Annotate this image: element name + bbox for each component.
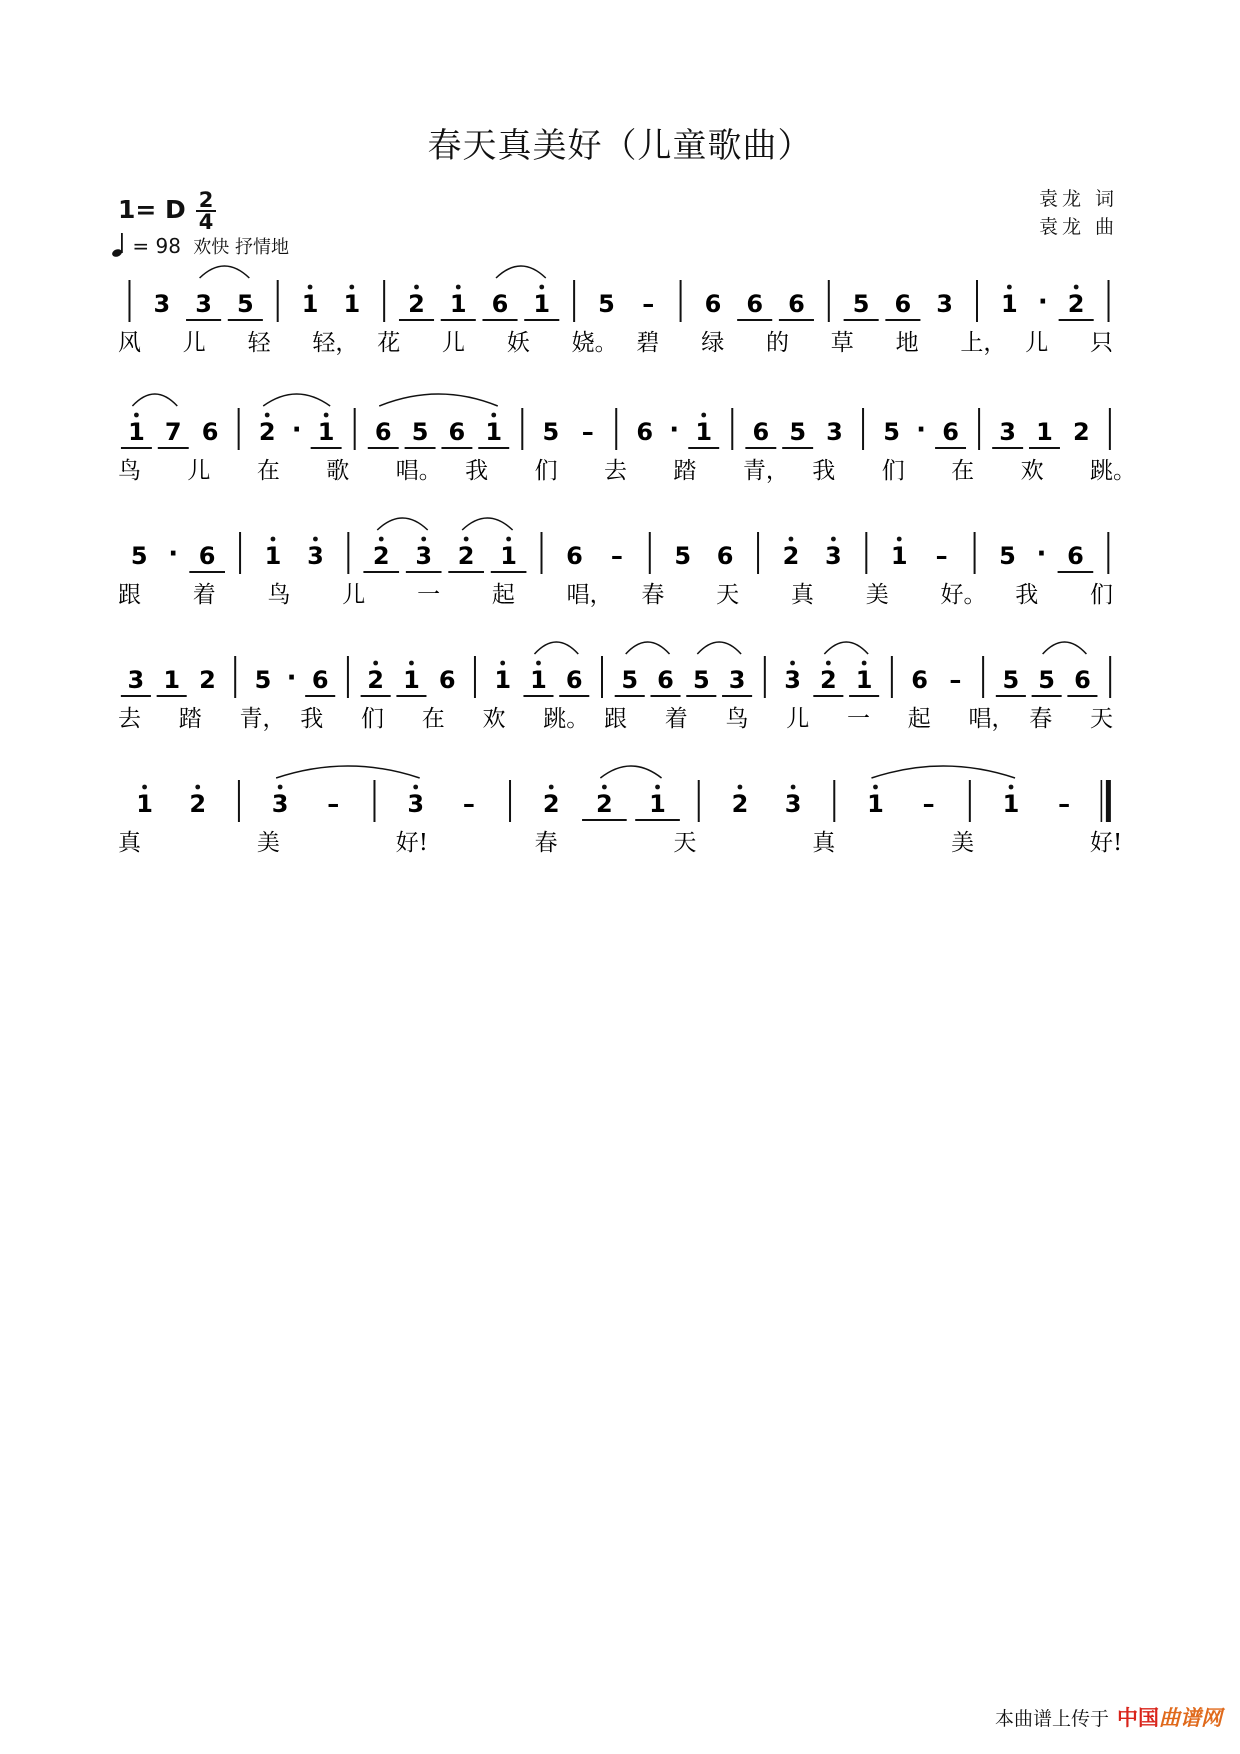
octave-dot (278, 785, 283, 790)
slur (496, 266, 546, 278)
dot-extension: · (669, 415, 680, 445)
note-digit: 2 (596, 790, 613, 818)
octave-dot (464, 537, 469, 542)
octave-dot (414, 285, 419, 290)
note-digit: 1 (494, 666, 512, 694)
note-digit: 6 (438, 666, 456, 694)
lyric-char: 天 (1090, 706, 1113, 732)
octave-dot (349, 285, 354, 290)
note-digit: 3 (825, 542, 842, 570)
octave-dot (1074, 285, 1079, 290)
dash-extension: – (610, 542, 623, 570)
octave-dot (506, 537, 511, 542)
slur (132, 394, 177, 406)
octave-dot (831, 537, 836, 542)
lyric-char: 一 (417, 582, 441, 608)
lyric-char: 跳。 (543, 706, 590, 732)
slur (534, 642, 578, 654)
slur (263, 394, 330, 406)
note-digit: 2 (372, 542, 390, 570)
tempo-text: 欢快 抒情地 (193, 237, 290, 258)
note-digit: 1 (485, 418, 503, 446)
octave-dot (142, 785, 147, 790)
octave-dot (409, 661, 414, 666)
note-digit: 6 (911, 666, 928, 694)
note-digit: 6 (566, 542, 583, 570)
octave-dot (602, 785, 607, 790)
note-digit: 2 (199, 666, 216, 694)
lyric-char: 们 (361, 706, 384, 732)
octave-dot (500, 661, 505, 666)
note-digit: 6 (716, 542, 734, 570)
slur (1043, 642, 1087, 654)
slur (379, 394, 498, 406)
lyric-char: 跟 (118, 582, 141, 608)
lyric-char: 春 (1029, 706, 1053, 732)
lyric-char: 青， (239, 706, 286, 732)
lyric-char: 好! (395, 830, 428, 856)
octave-dot (413, 785, 418, 790)
note-digit: 2 (258, 418, 276, 446)
lyric-char: 轻 (247, 330, 271, 356)
note-digit: 5 (692, 666, 710, 694)
note-digit: 1 (136, 790, 153, 818)
lyric-char: 鸟 (725, 706, 749, 732)
lyric-char: 轻， (312, 330, 359, 356)
lyric-char: 着 (664, 706, 688, 732)
lyric-char: 春 (641, 582, 665, 608)
slur (871, 766, 1015, 778)
lyric-char: 起 (491, 582, 515, 608)
note-digit: 6 (1067, 542, 1084, 570)
lyric-char: 着 (192, 582, 216, 608)
octave-dot (265, 413, 270, 418)
note-digit: 6 (752, 418, 770, 446)
note-digit: 5 (542, 418, 560, 446)
octave-dot (897, 537, 902, 542)
slur (600, 766, 661, 778)
note-digit: 3 (153, 290, 171, 318)
note-digit: 5 (254, 666, 272, 694)
octave-dot (308, 285, 313, 290)
slur (200, 266, 250, 278)
lyric-char: 儿 (342, 582, 366, 608)
note-digit: 2 (731, 790, 749, 818)
dash-extension: – (327, 790, 340, 818)
note-digit: 5 (999, 542, 1016, 570)
note-digit: 1 (163, 666, 181, 694)
lyric-char: 唱， (968, 706, 1015, 732)
site-name-b: 曲谱网 (1159, 1706, 1222, 1730)
lyric-char: 美 (256, 830, 280, 856)
slur (276, 766, 420, 778)
note-digit: 3 (407, 790, 425, 818)
slur (626, 642, 670, 654)
time-signature-bottom: 4 (198, 210, 214, 234)
octave-dot (491, 413, 496, 418)
lyric-char: 春 (534, 830, 558, 856)
note-digit: 6 (704, 290, 722, 318)
note-digit: 1 (317, 418, 335, 446)
octave-dot (789, 537, 794, 542)
note-digit: 5 (1002, 666, 1020, 694)
note-digit: 1 (890, 542, 908, 570)
lyric-char: 我 (465, 458, 489, 484)
octave-dot (862, 661, 867, 666)
dash-extension: – (935, 542, 948, 570)
note-digit: 5 (130, 542, 148, 570)
octave-dot (195, 785, 200, 790)
note-digit: 1 (695, 418, 713, 446)
site-logo (1117, 1702, 1222, 1732)
note-digit: 7 (164, 418, 182, 446)
note-digit: 1 (301, 290, 319, 318)
note-digit: 5 (621, 666, 639, 694)
note-digit: 3 (999, 418, 1016, 446)
lyric-char: 好! (1090, 830, 1123, 856)
note-digit: 2 (819, 666, 837, 694)
lyric-char: 歌 (326, 458, 350, 484)
lyric-char: 美 (951, 830, 975, 856)
note-digit: 6 (448, 418, 466, 446)
lyric-char: 好。 (940, 582, 987, 608)
note-digit: 5 (789, 418, 807, 446)
octave-dot (701, 413, 706, 418)
octave-dot (738, 785, 743, 790)
note-digit: 2 (1067, 290, 1085, 318)
lyric-char: 唱， (566, 582, 613, 608)
dash-extension: – (581, 418, 594, 446)
note-digit: 2 (189, 790, 207, 818)
note-digit: 6 (201, 418, 219, 446)
dot-extension: · (1036, 539, 1047, 569)
note-digit: 3 (127, 666, 145, 694)
lyric-char: 跟 (604, 706, 627, 732)
lyric-char: 青， (742, 458, 789, 484)
octave-dot (873, 785, 878, 790)
note-digit: 3 (784, 666, 801, 694)
octave-dot (1007, 285, 1012, 290)
note-digit: 5 (1038, 666, 1055, 694)
octave-dot (271, 537, 276, 542)
note-digit: 2 (408, 290, 425, 318)
lyric-char: 鸟 (267, 582, 291, 608)
dash-extension: – (462, 790, 475, 818)
song-title: 春天真美好（儿童歌曲） (427, 126, 813, 166)
note-digit: 5 (852, 290, 870, 318)
note-digit: 6 (374, 418, 392, 446)
note-digit: 5 (411, 418, 429, 446)
note-digit: 5 (883, 418, 900, 446)
lyric-char: 们 (1090, 582, 1113, 608)
note-digit: 1 (1002, 790, 1020, 818)
note-digit: 3 (728, 666, 746, 694)
lyric-char: 真 (790, 582, 814, 608)
lyric-char: 绿 (701, 330, 725, 356)
lyric-char: 去 (118, 706, 141, 732)
note-digit: 1 (530, 666, 547, 694)
octave-dot (421, 537, 426, 542)
note-digit: 6 (657, 666, 674, 694)
note-digit: 6 (942, 418, 959, 446)
note-digit: 3 (307, 542, 324, 570)
slur (697, 642, 741, 654)
slur (462, 518, 512, 530)
octave-dot (826, 661, 831, 666)
note-digit: 1 (1036, 418, 1053, 446)
dash-extension: – (642, 290, 655, 318)
note-digit: 2 (1072, 418, 1090, 446)
dot-extension: · (168, 539, 179, 569)
dash-extension: – (922, 790, 935, 818)
octave-dot (790, 661, 795, 666)
lyric-char: 草 (830, 330, 854, 356)
octave-dot (324, 413, 329, 418)
lyric-char: 风 (118, 330, 141, 356)
note-digit: 1 (867, 790, 884, 818)
note-digit: 1 (1001, 290, 1018, 318)
lyric-char: 真 (812, 830, 836, 856)
lyric-char: 儿 (786, 706, 810, 732)
octave-dot (655, 785, 660, 790)
note-digit: 1 (855, 666, 873, 694)
octave-dot (539, 285, 544, 290)
lyric-char: 唱。 (395, 458, 442, 484)
lyric-char: 们 (881, 458, 905, 484)
note-digit: 2 (367, 666, 385, 694)
note-digit: 3 (826, 418, 843, 446)
note-digit: 6 (636, 418, 654, 446)
lyric-char: 我 (300, 706, 324, 732)
octave-dot (1009, 785, 1014, 790)
note-digit: 1 (533, 290, 551, 318)
note-digit: 3 (271, 790, 289, 818)
composer: 袁龙 曲 (1038, 216, 1118, 238)
note-digit: 2 (782, 542, 800, 570)
note-digit: 5 (674, 542, 692, 570)
tempo-value: = 98 (132, 234, 181, 258)
site-name-a: 中国 (1117, 1706, 1159, 1730)
lyric-char: 的 (766, 330, 789, 356)
lyric-char: 踏 (178, 706, 202, 732)
lyric-char: 我 (812, 458, 836, 484)
note-digit: 3 (415, 542, 433, 570)
lyric-char: 地 (895, 330, 919, 356)
note-digit: 6 (565, 666, 583, 694)
octave-dot (536, 661, 541, 666)
note-digit: 6 (198, 542, 216, 570)
lyric-char: 只 (1090, 330, 1113, 356)
lyric-char: 真 (118, 830, 141, 856)
note-digit: 1 (264, 542, 282, 570)
lyric-char: 踏 (673, 458, 697, 484)
lyric-char: 起 (907, 706, 931, 732)
upload-text: 本曲谱上传于 (994, 1707, 1109, 1730)
note-digit: 5 (598, 290, 615, 318)
note-digit: 6 (1074, 666, 1091, 694)
lyric-char: 我 (1015, 582, 1039, 608)
dash-extension: – (1058, 790, 1071, 818)
lyric-char: 碧 (636, 330, 660, 356)
lyric-char: 娆。 (571, 330, 618, 356)
note-digit: 5 (236, 290, 254, 318)
time-signature-top: 2 (196, 190, 216, 212)
note-digit: 1 (649, 790, 666, 818)
lyric-char: 们 (534, 458, 558, 484)
footer (995, 1702, 1222, 1732)
octave-dot (549, 785, 554, 790)
octave-dot (456, 285, 461, 290)
octave-dot (134, 413, 139, 418)
lyric-char: 天 (673, 830, 697, 856)
note-digit: 1 (403, 666, 420, 694)
lyric-char: 妖 (506, 330, 530, 356)
dot-extension: · (916, 415, 927, 445)
lyric-char: 在 (256, 458, 280, 484)
lyric-char: 花 (377, 330, 401, 356)
octave-dot (313, 537, 318, 542)
dot-extension: · (291, 415, 302, 445)
note-digit: 6 (311, 666, 329, 694)
slur (377, 518, 427, 530)
lyric-char: 天 (716, 582, 740, 608)
slur (824, 642, 868, 654)
octave-dot (373, 661, 378, 666)
note-digit: 1 (449, 290, 467, 318)
lyric-char: 在 (951, 458, 975, 484)
note-digit: 6 (894, 290, 912, 318)
note-digit: 6 (491, 290, 509, 318)
lyric-char: 儿 (187, 458, 211, 484)
note-digit: 6 (788, 290, 805, 318)
lyric-char: 儿 (1025, 330, 1049, 356)
octave-dot (379, 537, 384, 542)
lyric-char: 去 (604, 458, 627, 484)
note-digit: 1 (343, 290, 361, 318)
note-digit: 6 (746, 290, 764, 318)
lyric-char: 儿 (182, 330, 206, 356)
lyric-char: 美 (865, 582, 889, 608)
lyricist: 袁龙 词 (1038, 188, 1118, 210)
lyric-char: 儿 (442, 330, 465, 356)
note-digit: 1 (500, 542, 517, 570)
lyric-char: 在 (421, 706, 445, 732)
note-digit: 3 (784, 790, 802, 818)
lyric-char: 欢 (1020, 458, 1044, 484)
key-signature: 1= D (118, 195, 186, 224)
lyric-char: 鸟 (118, 458, 141, 484)
dot-extension: · (286, 663, 297, 693)
lyric-char: 上， (960, 330, 1007, 356)
note-digit: 3 (195, 290, 212, 318)
octave-dot (791, 785, 796, 790)
note-digit: 2 (542, 790, 560, 818)
dash-extension: – (949, 666, 962, 694)
note-digit: 1 (128, 418, 145, 446)
dot-extension: · (1037, 287, 1048, 317)
note-digit: 3 (936, 290, 954, 318)
lyric-char: 跳。 (1090, 458, 1136, 484)
note-digit: 2 (457, 542, 475, 570)
lyric-char: 一 (847, 706, 870, 732)
lyric-char: 欢 (482, 706, 506, 732)
